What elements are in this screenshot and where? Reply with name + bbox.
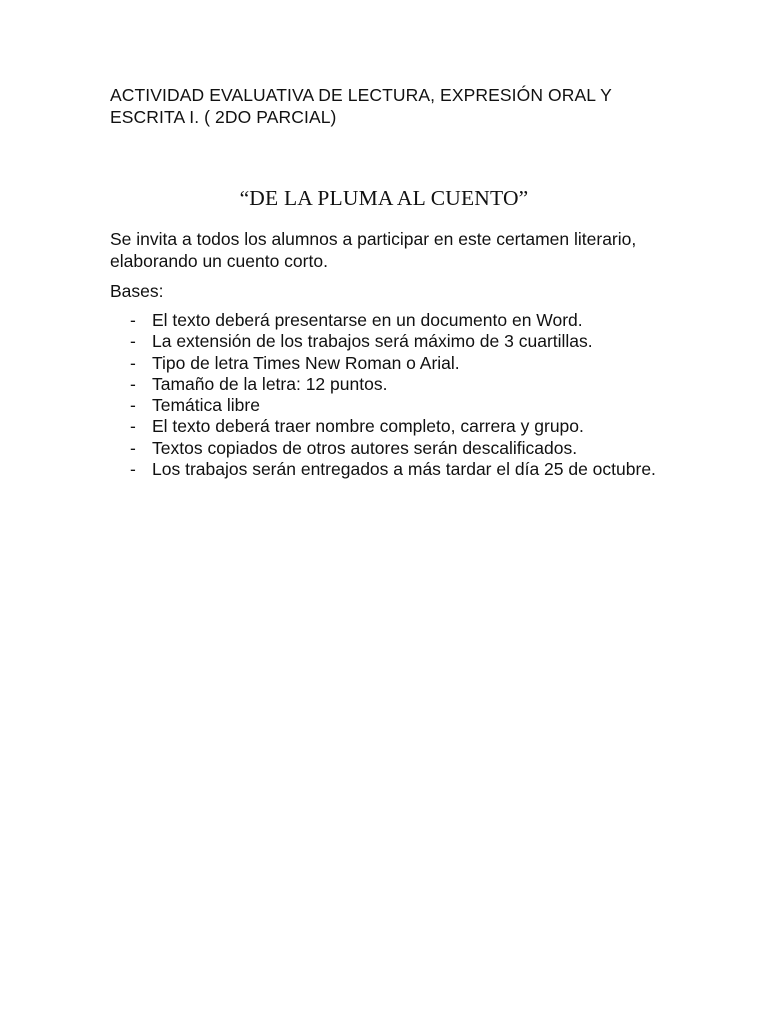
rules-list [110, 310, 658, 480]
document-header: ACTIVIDAD EVALUATIVA DE LECTURA, EXPRESIÓN ORAL Y ESCRITA I. ( 2DO PARCIAL) [110, 85, 612, 127]
dash-bullet: - [130, 352, 136, 373]
rule-text: El texto deberá presentarse en un documento en Word. [152, 310, 583, 330]
intro-paragraph: Se invita a todos los alumnos a participar en este certamen literario, elaborando un cuento corto. [110, 229, 637, 271]
document-title: “DE LA PLUMA AL CUENTO” [239, 186, 529, 210]
rule-text: Temática libre [152, 395, 260, 416]
rule-text: La extensión de los trabajos será máximo de 3 cuartillas. [152, 331, 593, 352]
dash-bullet: - [130, 416, 136, 437]
dash-bullet: - [130, 331, 136, 352]
rule-item [110, 438, 658, 459]
rule-text: Los trabajos serán entregados a más tardar el día 25 de octubre. [152, 459, 656, 480]
rule-item [110, 331, 658, 352]
rule-text: Tamaño de la letra: 12 puntos. [152, 373, 388, 394]
rule-item [110, 353, 658, 374]
rule-item [110, 459, 658, 480]
dash-bullet: - [130, 395, 136, 416]
dash-bullet: - [130, 310, 136, 330]
rule-text: Tipo de letra Times New Roman o Arial. [152, 352, 460, 373]
rule-text: El texto deberá traer nombre completo, carrera y grupo. [152, 416, 584, 437]
rule-item [110, 416, 658, 437]
rule-text: Textos copiados de otros autores serán descalificados. [152, 437, 578, 458]
dash-bullet: - [130, 437, 136, 458]
rule-item [110, 310, 658, 331]
rule-item [110, 374, 658, 395]
bases-label: Bases: [110, 281, 164, 301]
dash-bullet: - [130, 459, 136, 480]
dash-bullet: - [130, 373, 136, 394]
rule-item [110, 395, 658, 416]
